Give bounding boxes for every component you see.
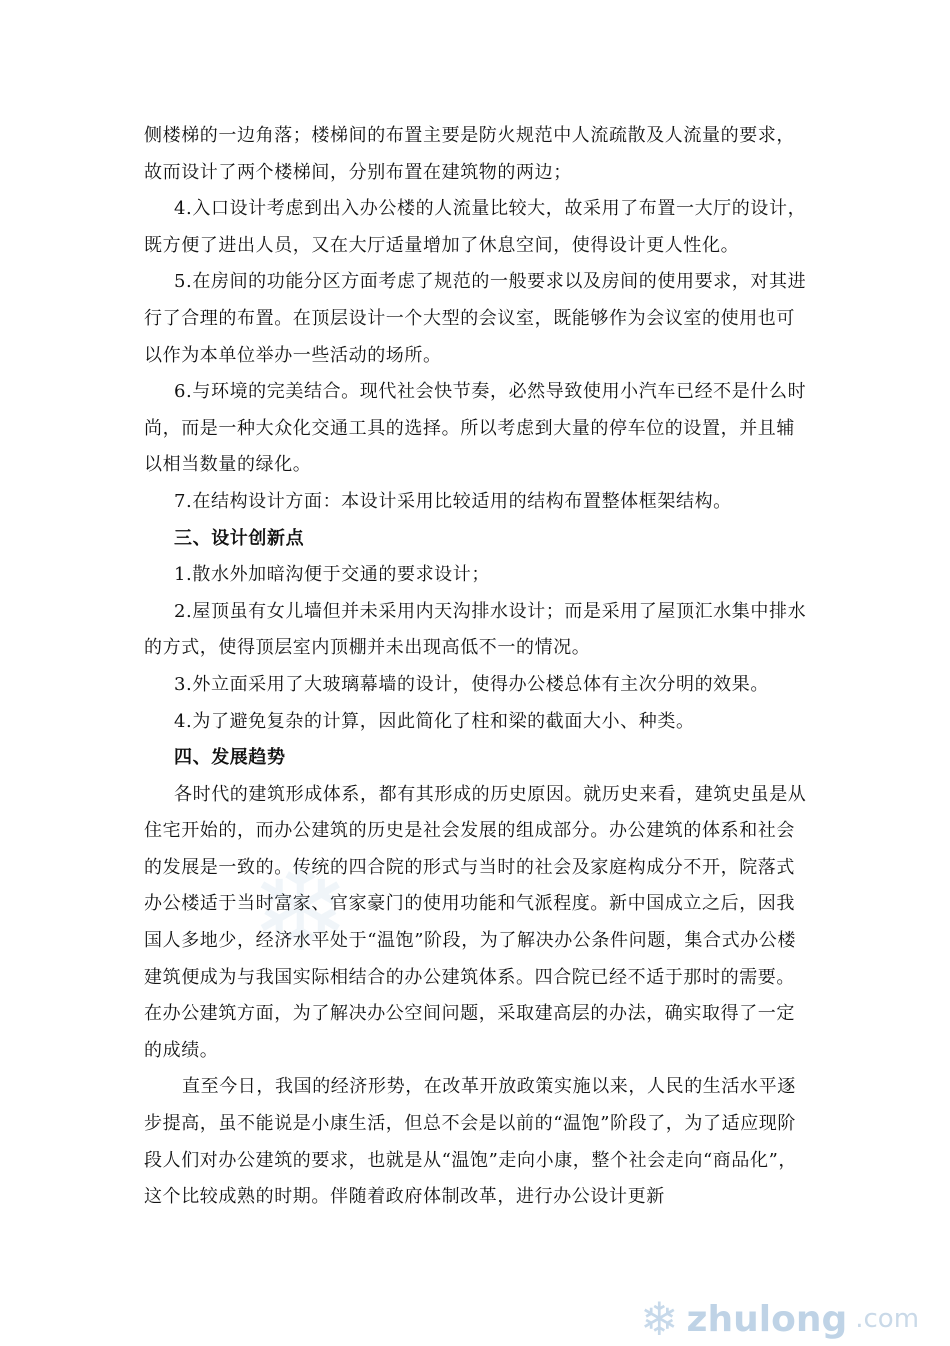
- list-item-5: 5.在房间的功能分区方面考虑了规范的一般要求以及房间的使用要求，对其进行了合理的布置。在顶层设计一个大型的会议室，既能够作为会议室的使用也可以作为本单位举办一些活动的场所。: [144, 271, 807, 366]
- section-heading-trends: 四、发展趋势: [174, 747, 286, 769]
- document-body: [144, 118, 812, 1216]
- trends-paragraph-1: 各时代的建筑形成体系，都有其形成的历史原因。就历史来看，建筑史虽是从住宅开始的，而办公建筑的历史是社会发展的组成部分。办公建筑的体系和社会的发展是一致的。传统的四合院的形式与当时的社会及家庭构成分不开，院落式办公楼适于当时富家、官家豪门的使用功能和气派程度。新中国成立之后，因我国人多地少，经济水平处于“温饱”阶段，为了解决办公条件问题，集合式办公楼建筑便成为与我国实际相结合的办公建筑体系。四合院已经不适于那时的需要。在办公建筑方面，为了解决办公空间问题，采取建高层的办法，确实取得了一定的成绩。: [144, 783, 807, 1061]
- innovation-item-3: 3.外立面采用了大玻璃幕墙的设计，使得办公楼总体有主次分明的效果。: [174, 673, 769, 695]
- paragraph-continued: 侧楼梯的一边角落；楼梯间的布置主要是防火规范中人流疏散及人流量的要求，故而设计了两个楼梯间，分别布置在建筑物的两边；: [144, 125, 795, 183]
- list-item-7: 7.在结构设计方面：本设计采用比较适用的结构布置整体框架结构。: [174, 490, 732, 512]
- watermark-snowflake-icon: ❄: [250, 840, 351, 979]
- watermark-domain: .com: [855, 1304, 920, 1334]
- list-item-4: 4.入口设计考虑到出入办公楼的人流量比较大，故采用了布置一大厅的设计，既方便了进出人员，又在大厅适量增加了休息空间，使得设计更人性化。: [144, 198, 807, 256]
- innovation-item-1: 1.散水外加暗沟便于交通的要求设计；: [174, 564, 490, 586]
- watermark-brand: zhulong: [686, 1298, 848, 1340]
- innovation-item-4: 4.为了避免复杂的计算，因此简化了柱和梁的截面大小、种类。: [174, 710, 695, 732]
- section-heading-innovation: 三、设计创新点: [174, 527, 305, 549]
- list-item-6: 6.与环境的完美结合。现代社会快节奏，必然导致使用小汽车已经不是什么时尚，而是一种大众化交通工具的选择。所以考虑到大量的停车位的设置，并且辅以相当数量的绿化。: [144, 381, 807, 476]
- trends-paragraph-2: 直至今日，我国的经济形势，在改革开放政策实施以来，人民的生活水平逐步提高，虽不能说是小康生活，但总不会是以前的“温饱”阶段了，为了适应现阶段人们对办公建筑的要求，也就是从“温饱”走向小康，整个社会走向“商品化”，这个比较成熟的时期。伴随着政府体制改革，进行办公设计更新: [144, 1076, 798, 1208]
- watermark-logo: [640, 1292, 920, 1346]
- innovation-item-2: 2.屋顶虽有女儿墙但并未采用内天沟排水设计；而是采用了屋顶汇水集中排水的方式，使得顶层室内顶棚并未出现高低不一的情况。: [144, 600, 807, 659]
- snowflake-logo-icon: ❄: [640, 1292, 679, 1346]
